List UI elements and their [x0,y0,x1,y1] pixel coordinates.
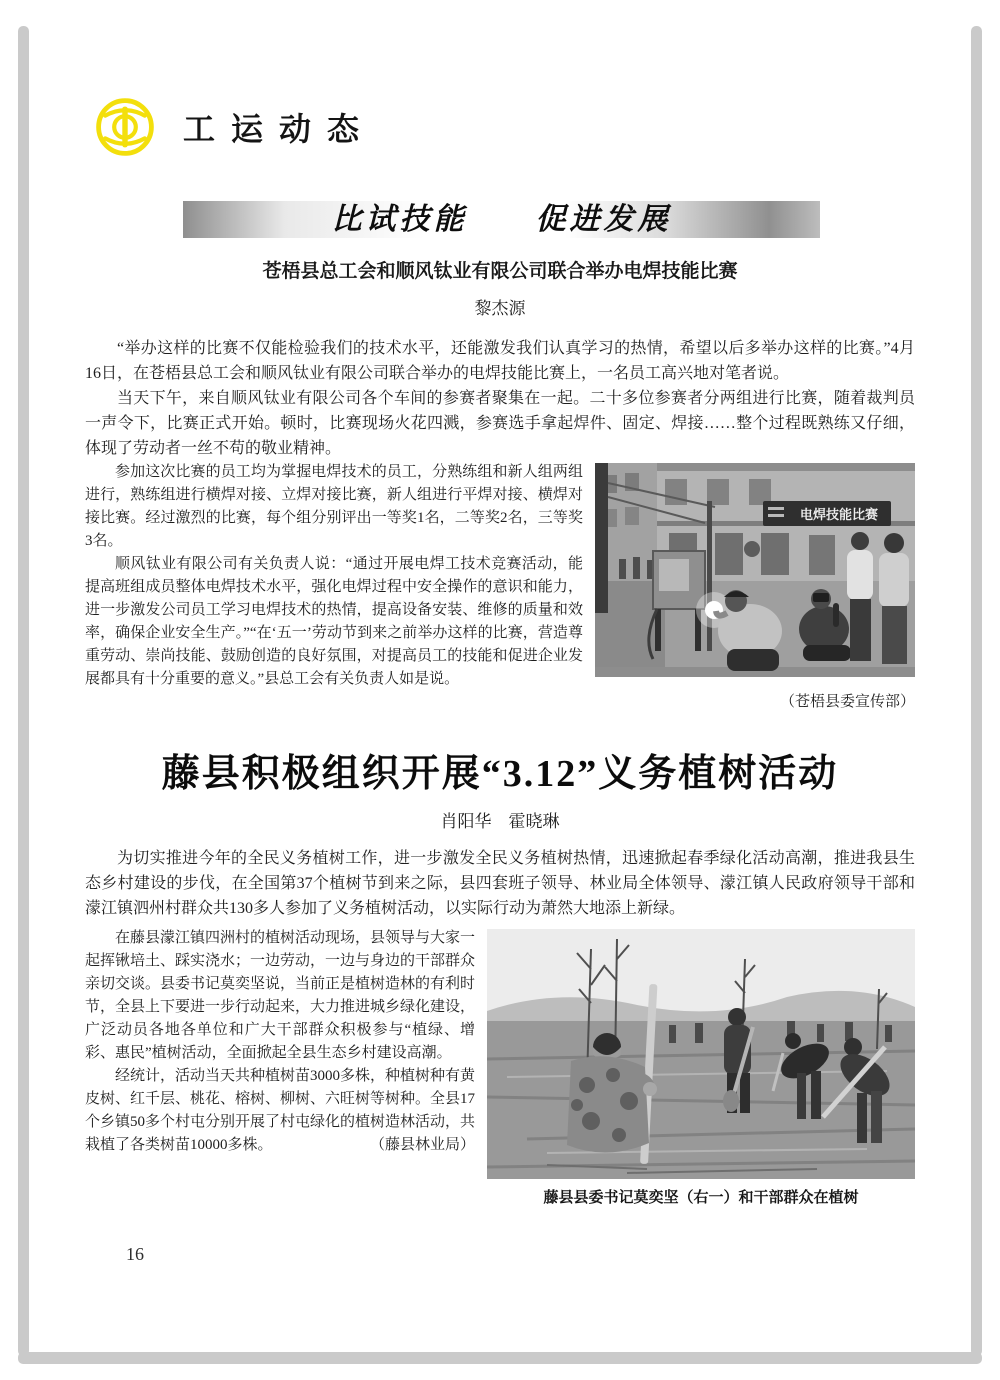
article1-body [85,336,915,740]
article2-attribution: （藤县林业局） [369,1137,475,1153]
article1-author: 黎杰源 [474,299,526,318]
article1-paragraph-3: 参加这次比赛的员工均为掌握电焊技术的员工，分熟练组和新人组两组进行，熟练组进行横焊对接、立焊对接比赛，新人组进行平焊对接、横焊对接比赛。经过激烈的比赛，每个组分别评出一等奖1名，二等奖2名，三等奖3名。 [85,464,583,549]
page-edge-right [971,26,982,1356]
masthead-title: 工运动态 [183,111,376,147]
welding-photo [595,463,915,677]
article2-paragraph-3-text: 经统计，活动当天共种植树苗3000多株，种植树种有黄皮树、红千层、桃花、榕树、柳树、六旺树等树种。全县17个乡镇50多个村屯分别开展了村屯绿化的植树造林活动，共栽植了各类树苗10000多株。 [85,1068,476,1153]
article1-column-region [85,461,915,710]
tree-planting-photo-block [487,929,915,1207]
background-people [619,557,653,579]
trade-union-logo-icon [95,97,155,157]
page-edge-bottom [18,1352,982,1364]
tree-planting-photo-caption: 藤县县委书记莫奕坚（右一）和干部群众在植树 [543,1190,859,1206]
masthead [95,96,375,158]
article2-paragraph-1: 为切实推进今年的全民义务植树工作，进一步激发全民义务植树热情，迅速掀起春季绿化活动高潮，推进我县生态乡村建设的步伐，在全国第37个植树节到来之际，县四套班子领导、林业局全体领导、濛江镇人民政府领导干部和濛江镇泗州村群众共130多人参加了义务植树活动，以实际行动为萧然大地添上新绿。 [85,850,915,917]
article1-subtitle: 苍梧县总工会和顺风钛业有限公司联合举办电焊技能比赛 [262,261,738,282]
article2-title: 藤县积极组织开展“3.12”义务植树活动 [161,753,839,795]
article1-paragraph-1: “举办这样的比赛不仅能检验我们的技术水平，还能激发我们认真学习的热情，希望以后多举办这样的比赛。”4月16日，在苍梧县总工会和顺风钛业有限公司联合举办的电焊技能比赛上，一名员工高兴地对笔者说。 [85,340,915,382]
article1-paragraph-4-text: 顺风钛业有限公司有关负责人说：“通过开展电焊工技术竞赛活动，能提高班组成员整体电焊技术水平，强化电焊过程中安全操作的意识和能力，进一步激发公司员工学习电焊技术的热情，提高设备安装、维修的质量和效率，确保企业安全生产。”“在‘五一’劳动节到来之前举办这样的比赛，营造尊重劳动、崇尚技能、鼓励创造的良好氛围，对提高员工的技能和促进企业发展都具有十分重要的意义。”县总工会有关负责人如是说。 [85,556,583,687]
article1-paragraph-2: 当天下午，来自顺风钛业有限公司各个车间的参赛者聚集在一起。二十多位参赛者分两组进行比赛，随着裁判员一声令下，比赛正式开始。顿时，比赛现场火花四溅，参赛选手拿起焊件、固定、焊接……整个过程既熟练又仔细，体现了劳动者一丝不苟的敬业精神。 [85,390,915,457]
article1-title: 比试技能 促进发展 [331,203,672,236]
article2-column-region [85,927,915,1206]
article1-attribution: （苍梧县委宣传部） [779,694,915,710]
welding-competition-photo [595,463,915,677]
page-edge-left [18,26,29,1356]
article1-title-banner [183,201,820,238]
tree-planting-photo [487,929,915,1179]
article2-authors: 肖阳华 霍晓琳 [440,812,560,831]
article2-paragraph-2: 在藤县濛江镇四洲村的植树活动现场，县领导与大家一起挥锹培土、踩实浇水；一边劳动，一边与身边的干部群众亲切交谈。县委书记莫奕坚说，当前正是植树造林的有利时节，全县上下要进一步行动起来，大力推进城乡绿化建设，广泛动员各地各单位和广大干部群众积极参与“植绿、增彩、惠民”植树活动，全面掀起全县生态乡村建设高潮。 [85,930,476,1061]
competition-banner [763,501,891,526]
page-number: 16 [126,1244,144,1264]
article2 [85,742,915,1238]
photo-banner-text: 电焊技能比赛 [799,507,879,522]
